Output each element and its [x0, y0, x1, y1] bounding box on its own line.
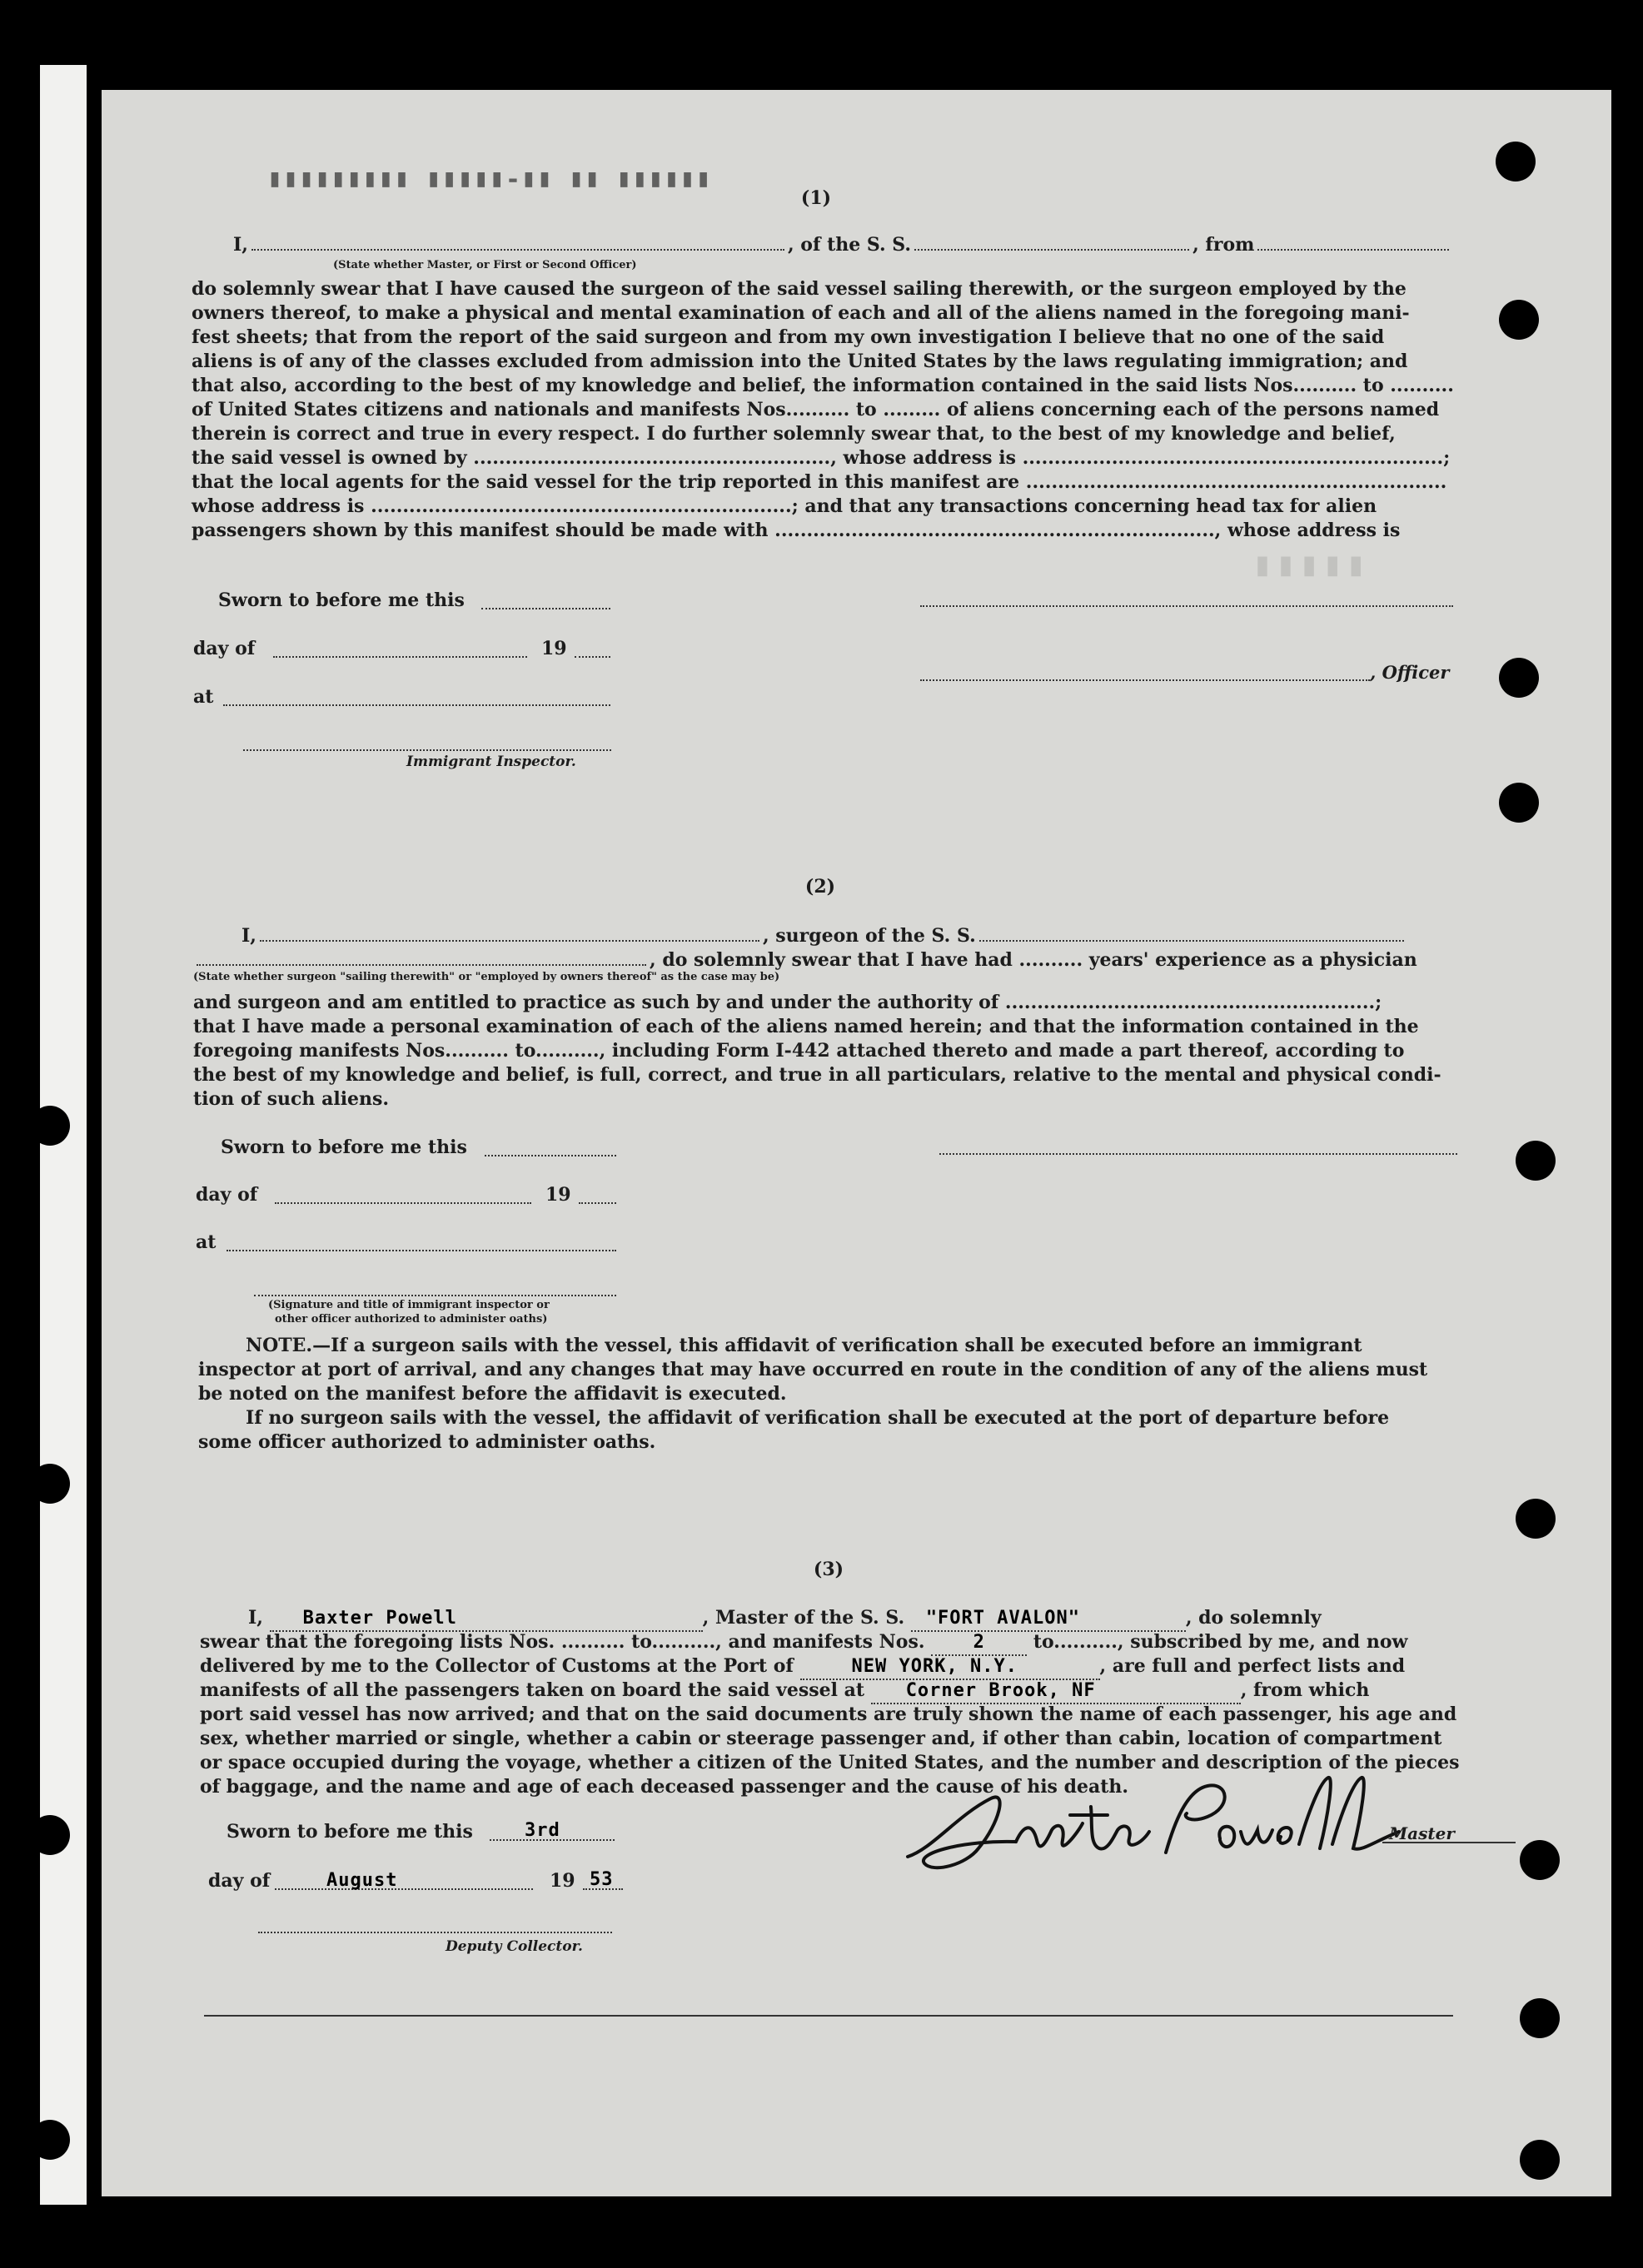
bottom-rule	[204, 2015, 1453, 2017]
of-the-ss-label: , of the S. S.	[787, 234, 912, 256]
month-blank[interactable]	[275, 1202, 531, 1204]
vessel-blank[interactable]	[914, 248, 1189, 251]
surgeon-status-note: (State whether surgeon "sailing therewith" or "employed by owners thereof" as the case may be)	[193, 971, 780, 983]
officer-signature-blank-2[interactable]	[920, 679, 1370, 681]
sworn-day-blank[interactable]	[485, 1155, 616, 1156]
surgeon-vessel-blank[interactable]	[979, 939, 1404, 942]
deputy-signature-blank[interactable]	[258, 1932, 612, 1933]
para-line: passengers shown by this manifest should be made with ....................................................................., whose address is	[192, 520, 1401, 541]
month-blank[interactable]	[275, 1888, 533, 1890]
at-label: at	[196, 1231, 217, 1253]
note-line: If no surgeon sails with the vessel, the affidavit of verification shall be executed at the port of departure before	[246, 1407, 1390, 1429]
year-prefix: 19	[541, 638, 567, 659]
para-line: foregoing manifests Nos.......... to.........., including Form I-442 attached thereto and made a part thereof, according to	[193, 1040, 1405, 1062]
vessel-name: "FORT AVALON"	[925, 1608, 1080, 1629]
punch-hole	[30, 1464, 70, 1504]
at-label: at	[193, 686, 214, 708]
para-line: that the local agents for the said vessel for the trip reported in this manifest are ..................................................................	[192, 471, 1447, 493]
para-line: do solemnly swear that I have caused the surgeon of the said vessel sailing therewith, or the surgeon employed by the	[192, 278, 1407, 300]
from-label: , from	[1192, 234, 1255, 256]
sworn-day-value: 3rd	[525, 1820, 560, 1841]
witness-signature-blank[interactable]	[939, 1153, 1457, 1155]
para-line: the best of my knowledge and belief, is full, correct, and true in all particulars, relative to the mental and physical condi-	[193, 1064, 1441, 1086]
inspector-signature-blank[interactable]	[254, 1295, 616, 1296]
signature-caption: other officer authorized to administer oaths)	[275, 1313, 548, 1325]
master-name-field[interactable]	[270, 1606, 703, 1632]
sworn-year-value: 53	[590, 1869, 614, 1890]
punch-hole	[1520, 2140, 1560, 2180]
year-prefix: 19	[550, 1870, 575, 1892]
lists-text: swear that the foregoing lists Nos. .......... to.........., and manifests Nos.	[200, 1631, 925, 1653]
punch-hole	[30, 1106, 70, 1146]
month-blank[interactable]	[273, 656, 527, 658]
from-blank[interactable]	[1257, 248, 1449, 251]
section-1-header-line	[233, 233, 1452, 256]
section-1-i: I,	[233, 234, 248, 256]
surgeon-name-blank[interactable]	[260, 939, 759, 942]
para-line: fest sheets; that from the report of the said surgeon and from my own investigation I believe that no one of the said	[192, 326, 1385, 348]
vessel-field[interactable]	[911, 1606, 1186, 1632]
state-officer-note: (State whether Master, or First or Second Officer)	[333, 259, 637, 271]
master-name: Baxter Powell	[302, 1608, 457, 1629]
para-line: and surgeon and am entitled to practice as such by and under the authority of ..........................................................;	[193, 992, 1382, 1013]
year-blank[interactable]	[579, 1202, 616, 1204]
para-line: therein is correct and true in every respect. I do further solemnly swear that, to the best of my knowledge and belief,	[192, 423, 1396, 445]
sworn-label: Sworn to before me this	[227, 1821, 473, 1843]
taken-on-board-text: manifests of all the passengers taken on board the said vessel at	[200, 1679, 865, 1701]
inspector-signature-blank[interactable]	[243, 749, 611, 751]
master-caption: Master	[1389, 1823, 1455, 1843]
para-line: that I have made a personal examination of each of the aliens named herein; and that the information contained in the	[193, 1016, 1419, 1037]
para-line: or space occupied during the voyage, whether a citizen of the United States, and the number and description of the pieces	[200, 1752, 1460, 1773]
signature-caption: (Signature and title of immigrant inspector or	[268, 1299, 550, 1311]
punch-hole	[1516, 1499, 1556, 1539]
bleed-through-text: ▮▮▮▮▮	[1249, 550, 1367, 588]
note-line: inspector at port of arrival, and any changes that may have occurred en route in the condition of any of the aliens must	[198, 1359, 1428, 1380]
punch-hole	[30, 2120, 70, 2160]
day-of-label: day of	[196, 1184, 258, 1206]
section-2-header-line	[241, 924, 1407, 947]
section-3-line-4	[200, 1679, 1369, 1704]
para-line: the said vessel is owned by ........................................................, whose address is ..................................................................;	[192, 447, 1451, 469]
para-line: tion of such aliens.	[193, 1088, 390, 1110]
section-3-line-3	[200, 1654, 1405, 1680]
section-1-number: (1)	[800, 187, 832, 209]
day-of-label: day of	[208, 1870, 271, 1892]
surgeon-status-blank[interactable]	[197, 963, 646, 966]
sworn-day-blank[interactable]	[481, 608, 610, 609]
inspector-caption: Immigrant Inspector.	[406, 754, 576, 770]
section-3-line-2	[200, 1630, 1407, 1656]
para-line: that also, according to the best of my knowledge and belief, the information contained in the said lists Nos.......... to ..........	[192, 375, 1454, 396]
para-line: aliens is of any of the classes excluded from admission into the United States by the laws regulating immigration; and	[192, 351, 1408, 372]
at-blank[interactable]	[223, 704, 610, 706]
note-line: NOTE.—If a surgeon sails with the vessel, this affidavit of verification shall be executed before an immigrant	[246, 1335, 1362, 1356]
punch-hole	[1499, 783, 1539, 823]
port-name: NEW YORK, N.Y.	[851, 1656, 1018, 1677]
port-field[interactable]	[800, 1654, 1100, 1680]
bleed-through-text: ▮▮▮▮▮▮ ▮▮ ▮▮-▮▮▮▮▮ ▮▮▮▮▮▮▮▮▮	[266, 167, 711, 196]
deputy-caption: Deputy Collector.	[446, 1938, 583, 1955]
note-line: some officer authorized to administer oaths.	[198, 1431, 656, 1453]
para-line: whose address is ..................................................................; and that any transactions concerning head tax for alien	[192, 495, 1377, 517]
section-3-i: I,	[248, 1607, 263, 1629]
punch-hole	[30, 1815, 70, 1855]
year-blank[interactable]	[575, 656, 610, 658]
punch-hole	[1520, 1840, 1560, 1880]
at-blank[interactable]	[227, 1250, 616, 1251]
from-port-name: Corner Brook, NF	[905, 1680, 1096, 1701]
punch-hole	[1520, 1998, 1560, 2038]
punch-hole	[1499, 300, 1539, 340]
para-line: sex, whether married or single, whether a cabin or steerage passenger and, if other than cabin, location of compartment	[200, 1728, 1442, 1749]
section-3-line-1	[248, 1606, 1322, 1632]
from-which-text: , from which	[1240, 1679, 1370, 1701]
section-2-number: (2)	[804, 876, 836, 898]
perfect-lists-text: , are full and perfect lists and	[1099, 1655, 1406, 1677]
manifest-no-field[interactable]	[931, 1630, 1027, 1656]
note-line: be noted on the manifest before the affidavit is executed.	[198, 1383, 787, 1405]
section-2-i: I,	[241, 925, 256, 947]
swear-years-text: , do solemnly swear that I have had .......... years' experience as a physician	[650, 949, 1417, 971]
master-signature-line	[1382, 1842, 1516, 1843]
officer-signature-blank-1[interactable]	[920, 605, 1453, 607]
section-3-number: (3)	[813, 1559, 844, 1580]
subscribed-text: to.........., subscribed by me, and now	[1033, 1631, 1408, 1653]
sworn-label: Sworn to before me this	[218, 589, 465, 611]
para-line: owners thereof, to make a physical and mental examination of each and all of the aliens named in the foregoing mani-	[192, 302, 1410, 324]
punch-hole	[1496, 142, 1536, 182]
section-2-swear-line	[193, 948, 1417, 972]
para-line: port said vessel has now arrived; and that on the said documents are truly shown the name of each passenger, his age and	[200, 1703, 1457, 1725]
officer-caption: , Officer	[1370, 662, 1450, 683]
punch-hole	[1516, 1141, 1556, 1181]
master-of-label: , Master of the S. S.	[702, 1607, 905, 1629]
para-line: of baggage, and the name and age of each deceased passenger and the cause of his death.	[200, 1776, 1129, 1798]
officer-blank[interactable]	[251, 248, 784, 251]
sworn-label: Sworn to before me this	[221, 1136, 467, 1158]
day-of-label: day of	[193, 638, 256, 659]
collector-text: delivered by me to the Collector of Customs at the Port of	[200, 1655, 794, 1677]
sworn-month-value: August	[326, 1870, 398, 1891]
manifest-no: 2	[973, 1632, 985, 1653]
do-solemnly-label: , do solemnly	[1185, 1607, 1322, 1629]
from-port-field[interactable]	[871, 1679, 1241, 1704]
para-line: of United States citizens and nationals and manifests Nos.......... to ......... of aliens concerning each of the persons named	[192, 399, 1440, 420]
year-prefix: 19	[545, 1184, 571, 1206]
punch-hole	[1499, 658, 1539, 698]
surgeon-of-label: , surgeon of the S. S.	[762, 925, 976, 947]
master-signature	[899, 1765, 1416, 1882]
